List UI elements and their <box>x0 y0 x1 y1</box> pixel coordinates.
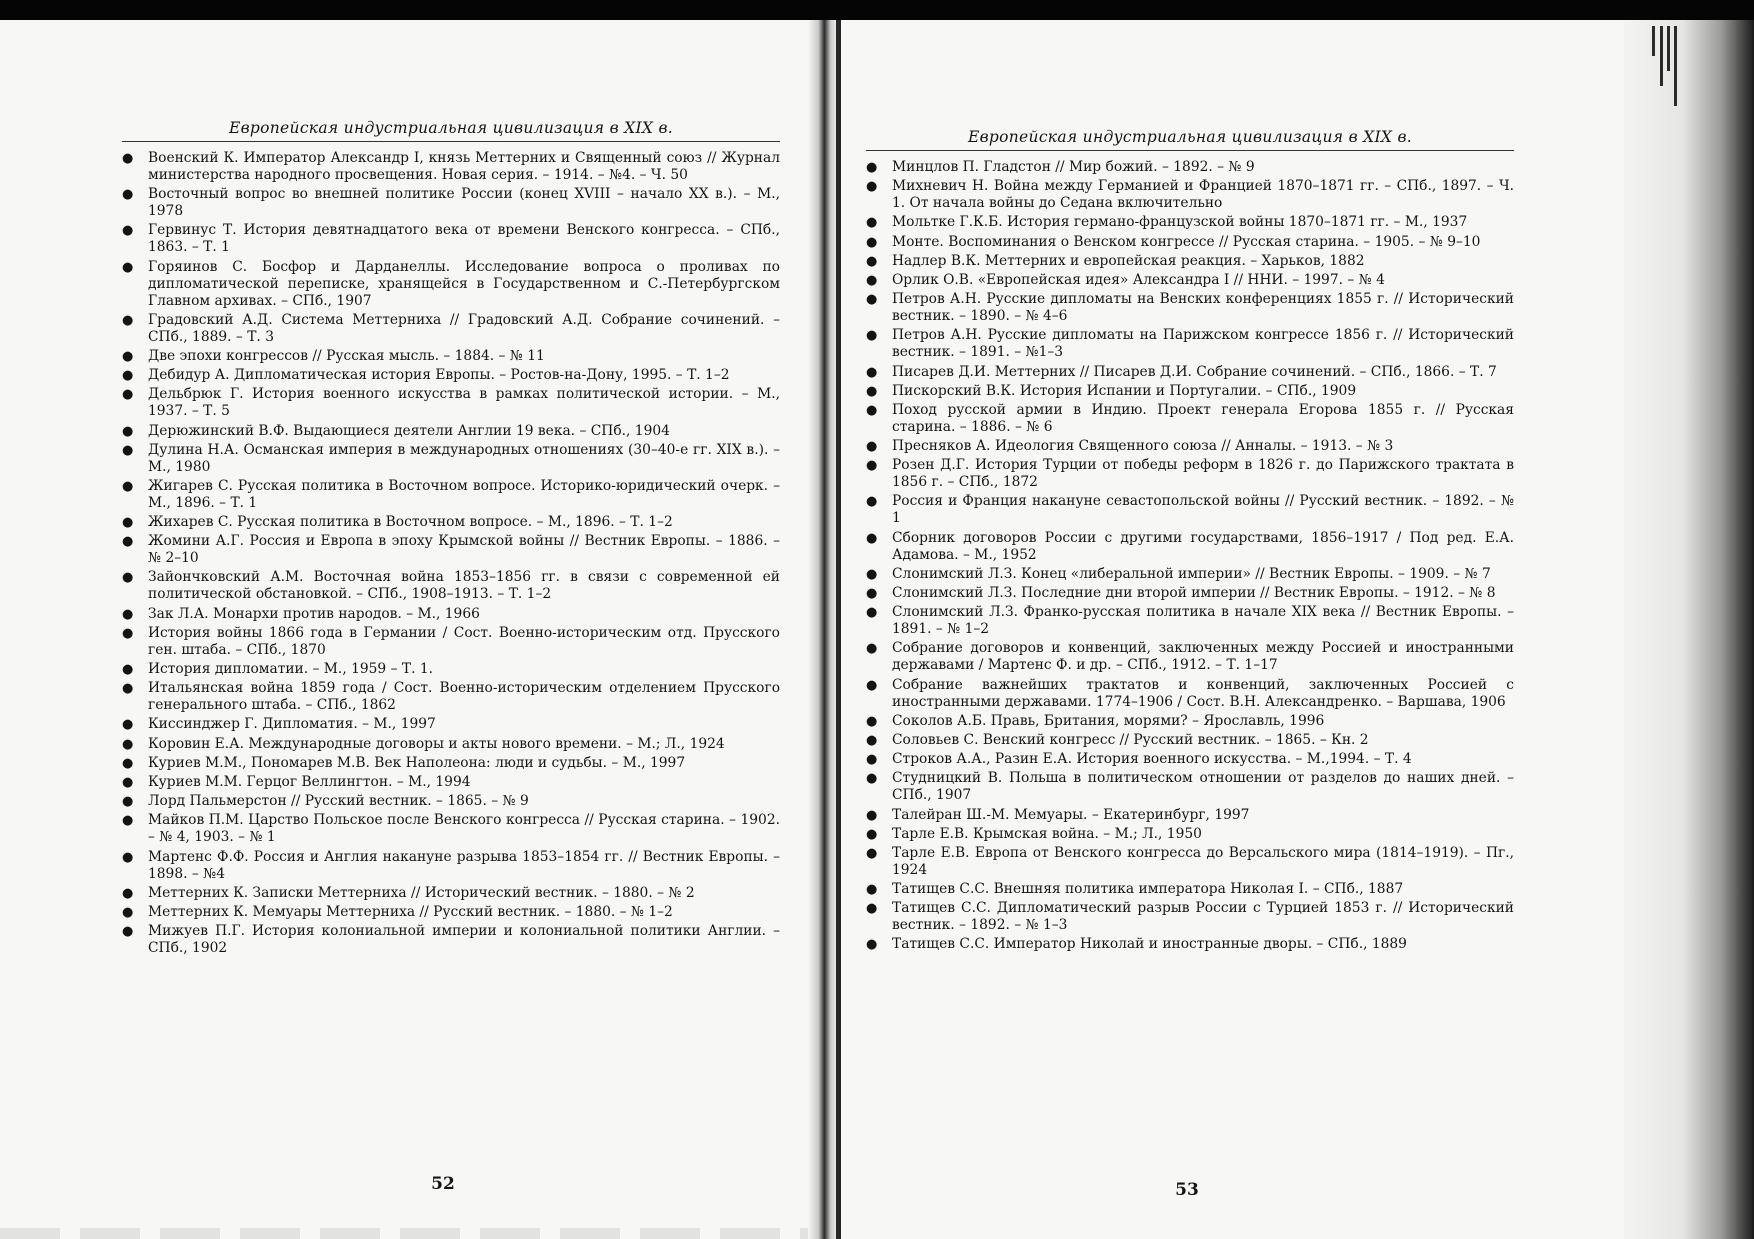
entry-text: Слонимский Л.З. Конец «либеральной империи» // Вестник Европы. – 1909. – № 7 <box>892 565 1491 582</box>
entry-text: Жомини А.Г. Россия и Европа в эпоху Крымской войны // Вестник Европы. – 1886. – № 2–10 <box>148 533 780 567</box>
bibliography-list <box>866 159 1514 953</box>
bibliography-entry <box>122 569 780 603</box>
bullet-icon: ● <box>866 677 878 693</box>
entry-text: Слонимский Л.З. Франко-русская политика в начале XIX века // Вестник Европы. – 1891. – № 1–2 <box>892 604 1514 638</box>
bibliography-entry <box>122 606 780 623</box>
bibliography-entry <box>866 530 1514 564</box>
bibliography-entry <box>122 222 780 256</box>
bibliography-entry <box>122 312 780 346</box>
entry-text: Дебидур А. Дипломатическая история Европы. – Ростов-на-Дону, 1995. – Т. 1–2 <box>148 367 730 384</box>
bibliography-entry <box>866 402 1514 436</box>
bibliography-entry <box>866 364 1514 381</box>
entry-text: Куриев М.М., Пономарев М.В. Век Наполеона: люди и судьбы. – М., 1997 <box>148 754 686 771</box>
bibliography-entry <box>122 793 780 810</box>
entry-text: Куриев М.М. Герцог Веллингтон. – М., 1994 <box>148 773 471 790</box>
bullet-icon: ● <box>122 259 134 275</box>
entry-text: Итальянская война 1859 года / Сост. Военно-историческим отделением Прусского генерального штаба. – СПб., 1862 <box>148 680 780 714</box>
bibliography-entry <box>866 159 1514 176</box>
bullet-icon: ● <box>122 736 134 752</box>
bibliography-entry <box>122 755 780 772</box>
bibliography-entry <box>122 885 780 902</box>
bullet-icon: ● <box>866 179 878 195</box>
entry-text: Монте. Воспоминания о Венском конгрессе // Русская старина. – 1905. – № 9–10 <box>892 233 1481 250</box>
bibliography-entry <box>122 386 780 420</box>
bullet-icon: ● <box>122 368 134 384</box>
bullet-icon: ● <box>866 937 878 953</box>
entry-text: Жигарев С. Русская политика в Восточном вопросе. Историко-юридический очерк. – М., 1896. – Т. 1 <box>148 477 780 511</box>
entry-text: Горяинов С. Босфор и Дарданеллы. Исследование вопроса о проливах по дипломатической переписке, хранящейся в Государственном и С.-Петербургском Главном архивах. – СПб., 1907 <box>148 258 780 309</box>
bibliography-entry <box>122 736 780 753</box>
bullet-icon: ● <box>866 234 878 250</box>
bullet-icon: ● <box>866 328 878 344</box>
entry-text: Розен Д.Г. История Турции от победы реформ в 1826 г. до Парижского трактата в 1856 г. – СПб., 1872 <box>892 457 1514 491</box>
bullet-icon: ● <box>866 292 878 308</box>
bullet-icon: ● <box>122 312 134 328</box>
right-page <box>866 128 1514 956</box>
bibliography-entry <box>866 234 1514 251</box>
bullet-icon: ● <box>866 713 878 729</box>
bibliography-entry <box>122 533 780 567</box>
bibliography-entry <box>866 845 1514 879</box>
entry-text: Пискорский В.К. История Испании и Португалии. – СПб., 1909 <box>892 382 1357 399</box>
bullet-icon: ● <box>866 882 878 898</box>
bibliography-entry <box>866 493 1514 527</box>
entry-text: Соловьев С. Венский конгресс // Русский вестник. – 1865. – Кн. 2 <box>892 731 1369 748</box>
bullet-icon: ● <box>866 826 878 842</box>
bullet-icon: ● <box>866 586 878 601</box>
bullet-icon: ● <box>122 387 134 403</box>
entry-text: Коровин Е.А. Международные договоры и акты нового времени. – М.; Л., 1924 <box>148 735 725 752</box>
entry-text: Тарле Е.В. Европа от Венского конгресса до Версальского мира (1814–1919). – Пг., 1924 <box>892 844 1514 878</box>
bullet-icon: ● <box>122 681 134 697</box>
bibliography-entry <box>122 367 780 384</box>
entry-text: Тарле Е.В. Крымская война. – М.; Л., 1950 <box>892 825 1202 842</box>
bullet-icon: ● <box>122 442 134 458</box>
bullet-icon: ● <box>866 402 878 418</box>
bullet-icon: ● <box>122 813 134 829</box>
bibliography-entry <box>122 774 780 791</box>
entry-text: Градовский А.Д. Система Меттерниха // Градовский А.Д. Собрание сочинений. – СПб., 1889. – Т. 3 <box>148 311 780 345</box>
bibliography-entry <box>122 716 780 733</box>
bibliography-entry <box>122 259 780 310</box>
bibliography-entry <box>122 478 780 512</box>
entry-text: Россия и Франция накануне севастопольской войны // Русский вестник. – 1892. – № 1 <box>892 493 1514 527</box>
entry-text: Зайончковский А.М. Восточная война 1853–1856 гг. в связи с современной ей политической обстановкой. – СПб., 1908–1913. – Т. 1–2 <box>148 569 780 603</box>
bullet-icon: ● <box>866 752 878 768</box>
bibliography-entry <box>122 186 780 220</box>
bullet-icon: ● <box>866 732 878 748</box>
bibliography-entry <box>866 732 1514 749</box>
bibliography-entry <box>866 327 1514 361</box>
entry-text: Студницкий В. Польша в политическом отношении от разделов до наших дней. – СПб., 1907 <box>892 770 1514 804</box>
bullet-icon: ● <box>122 515 134 531</box>
bullet-icon: ● <box>122 151 134 166</box>
bullet-icon: ● <box>866 605 878 621</box>
page-edge-marks <box>1650 20 1690 110</box>
entry-text: Киссинджер Г. Дипломатия. – М., 1997 <box>148 716 436 733</box>
bibliography-entry <box>122 923 780 957</box>
bibliography-list <box>122 150 780 957</box>
entry-text: Пресняков А. Идеология Священного союза // Анналы. – 1913. – № 3 <box>892 438 1394 455</box>
bullet-icon: ● <box>122 348 134 364</box>
bibliography-entry <box>122 514 780 531</box>
entry-text: Меттерних К. Записки Меттерниха // Исторический вестник. – 1880. – № 2 <box>148 884 695 901</box>
bullet-icon: ● <box>122 478 134 494</box>
bullet-icon: ● <box>866 771 878 787</box>
entry-text: Зак Л.А. Монархи против народов. – М., 1966 <box>148 605 480 622</box>
bullet-icon: ● <box>866 160 878 175</box>
entry-text: Дельбрюк Г. История военного искусства в рамках политической истории. – М., 1937. – Т. 5 <box>148 386 780 420</box>
bibliography-entry <box>866 807 1514 824</box>
bullet-icon: ● <box>122 885 134 901</box>
bibliography-entry <box>866 881 1514 898</box>
entry-text: Собрание договоров и конвенций, заключенных между Россией и иностранными державами / Мартенс Ф. и др. – СПб., 1912. – Т. 1–17 <box>892 640 1514 674</box>
entry-text: Меттерних К. Мемуары Меттерниха // Русский вестник. – 1880. – № 1–2 <box>148 903 673 920</box>
entry-text: Две эпохи конгрессов // Русская мысль. – 1884. – № 11 <box>148 347 545 364</box>
bullet-icon: ● <box>122 534 134 550</box>
entry-text: Дулина Н.А. Османская империя в международных отношениях (30–40-е гг. XIX в.). – М., 1980 <box>148 441 780 475</box>
bibliography-entry <box>122 661 780 678</box>
bibliography-entry <box>866 438 1514 455</box>
bullet-icon: ● <box>866 272 878 288</box>
page-number: 52 <box>431 1174 455 1194</box>
bullet-icon: ● <box>122 223 134 239</box>
bullet-icon: ● <box>866 641 878 657</box>
entry-text: Талейран Ш.-М. Мемуары. – Екатеринбург, 1997 <box>892 806 1250 823</box>
bibliography-entry <box>866 585 1514 602</box>
bibliography-entry <box>866 383 1514 400</box>
entry-text: Петров А.Н. Русские дипломаты на Венских конференциях 1855 г. // Исторический вестник. – 1890. – № 4–6 <box>892 291 1514 325</box>
bibliography-entry <box>866 566 1514 583</box>
bibliography-entry <box>122 849 780 883</box>
bibliography-entry <box>866 291 1514 325</box>
bibliography-entry <box>866 457 1514 491</box>
entry-text: Строков А.А., Разин Е.А. История военного искусства. – М.,1994. – Т. 4 <box>892 751 1412 768</box>
bibliography-entry <box>866 936 1514 953</box>
bullet-icon: ● <box>866 845 878 861</box>
entry-text: Военский К. Император Александр I, князь Меттерних и Священный союз // Журнал министерства народного просвещения. Новая серия. – 1914. – №4. – Ч. 50 <box>148 150 780 183</box>
bibliography-entry <box>122 812 780 846</box>
bibliography-entry <box>866 751 1514 768</box>
entry-text: История войны 1866 года в Германии / Сост. Военно-историческим отд. Прусского ген. штаба. – СПб., 1870 <box>148 624 780 658</box>
bibliography-entry <box>122 423 780 440</box>
entry-text: Мартенс Ф.Ф. Россия и Англия накануне разрыва 1853–1854 гг. // Вестник Европы. – 1898. – №4 <box>148 848 780 882</box>
bullet-icon: ● <box>122 606 134 622</box>
bibliography-entry <box>122 150 780 184</box>
bullet-icon: ● <box>866 383 878 399</box>
entry-text: Восточный вопрос во внешней политике России (конец XVIII – начало XX в.). – М., 1978 <box>148 186 780 220</box>
entry-text: Писарев Д.И. Меттерних // Писарев Д.И. Собрание сочинений. – СПб., 1866. – Т. 7 <box>892 363 1497 380</box>
bullet-icon: ● <box>122 904 134 920</box>
entry-text: Татищев С.С. Внешняя политика императора Николая I. – СПб., 1887 <box>892 881 1404 898</box>
bullet-icon: ● <box>122 774 134 790</box>
bullet-icon: ● <box>122 570 134 586</box>
bibliography-entry <box>866 826 1514 843</box>
bullet-icon: ● <box>122 755 134 771</box>
entry-text: Мижуев П.Г. История колониальной империи и колониальной политики Англии. – СПб., 1902 <box>148 923 780 957</box>
bullet-icon: ● <box>122 625 134 641</box>
scan-top-band <box>0 0 1754 20</box>
bullet-icon: ● <box>866 439 878 455</box>
bullet-icon: ● <box>866 566 878 582</box>
gutter-shadow <box>836 20 841 1239</box>
bibliography-entry <box>866 713 1514 730</box>
entry-text: Сборник договоров России с другими государствами, 1856–1917 / Под ред. Е.А. Адамова. – М., 1952 <box>892 529 1514 563</box>
bullet-icon: ● <box>122 849 134 865</box>
entry-text: Орлик О.В. «Европейская идея» Александра I // ННИ. – 1997. – № 4 <box>892 271 1385 288</box>
left-page <box>122 119 780 959</box>
bullet-icon: ● <box>122 187 134 203</box>
bibliography-entry <box>866 253 1514 270</box>
bibliography-entry <box>122 442 780 476</box>
running-head: Европейская индустриальная цивилизация в XIX в. <box>866 128 1514 151</box>
bullet-icon: ● <box>866 215 878 231</box>
entry-text: История дипломатии. – М., 1959 – Т. 1. <box>148 661 434 677</box>
running-head: Европейская индустриальная цивилизация в XIX в. <box>122 119 780 142</box>
bullet-icon: ● <box>866 901 878 917</box>
bibliography-entry <box>866 677 1514 711</box>
bibliography-entry <box>866 900 1514 934</box>
entry-text: Жихарев С. Русская политика в Восточном вопросе. – М., 1896. – Т. 1–2 <box>148 514 673 531</box>
book-gutter <box>808 20 838 1239</box>
bullet-icon: ● <box>122 717 134 733</box>
page-edge-shadow <box>1624 20 1754 1239</box>
bullet-icon: ● <box>866 253 878 269</box>
bibliography-entry <box>866 770 1514 804</box>
entry-text: Минцлов П. Гладстон // Мир божий. – 1892. – № 9 <box>892 159 1255 175</box>
entry-text: Майков П.М. Царство Польское после Венского конгресса // Русская старина. – 1902. – № 4, 1903. – № 1 <box>148 812 780 846</box>
entry-text: Гервинус Т. История девятнадцатого века от времени Венского конгресса. – СПб., 1863. – Т. 1 <box>148 222 780 256</box>
entry-text: Соколов А.Б. Правь, Британия, морями? – Ярославль, 1996 <box>892 712 1325 729</box>
bibliography-entry <box>866 214 1514 231</box>
bibliography-entry <box>122 904 780 921</box>
bullet-icon: ● <box>866 458 878 474</box>
bullet-icon: ● <box>122 662 134 677</box>
entry-text: Надлер В.К. Меттерних и европейская реакция. – Харьков, 1882 <box>892 252 1365 269</box>
entry-text: Татищев С.С. Император Николай и иностранные дворы. – СПб., 1889 <box>892 936 1407 953</box>
bibliography-entry <box>866 604 1514 638</box>
scan-bottom-strip <box>0 1228 808 1239</box>
bibliography-entry <box>866 272 1514 289</box>
entry-text: Собрание важнейших трактатов и конвенций, заключенных Россией с иностранными державами. 1774–1906 / Сост. В.Н. Александренко. – Варшава, 1906 <box>892 676 1514 710</box>
bullet-icon: ● <box>866 807 878 823</box>
bibliography-entry <box>866 640 1514 674</box>
entry-text: Лорд Пальмерстон // Русский вестник. – 1865. – № 9 <box>148 793 529 810</box>
bullet-icon: ● <box>122 924 134 940</box>
entry-text: Михневич Н. Война между Германией и Францией 1870–1871 гг. – СПб., 1897. – Ч. 1. От начала войны до Седана включительно <box>892 178 1514 212</box>
bullet-icon: ● <box>122 423 134 439</box>
entry-text: Мольтке Г.К.Б. История германо-французской войны 1870–1871 гг. – М., 1937 <box>892 214 1468 231</box>
entry-text: Петров А.Н. Русские дипломаты на Парижском конгрессе 1856 г. // Исторический вестник. – 1891. – №1–3 <box>892 327 1514 361</box>
entry-text: Дерюжинский В.Ф. Выдающиеся деятели Англии 19 века. – СПб., 1904 <box>148 422 670 439</box>
bullet-icon: ● <box>866 364 878 380</box>
page-number: 53 <box>1175 1180 1199 1200</box>
bullet-icon: ● <box>122 794 134 810</box>
entry-text: Поход русской армии в Индию. Проект генерала Егорова 1855 г. // Русская старина. – 1886. – № 6 <box>892 401 1514 435</box>
bibliography-entry <box>122 348 780 365</box>
bullet-icon: ● <box>866 494 878 510</box>
entry-text: Татищев С.С. Дипломатический разрыв России с Турцией 1853 г. // Исторический вестник. – 1892. – № 1–3 <box>892 900 1514 934</box>
bibliography-entry <box>122 680 780 714</box>
bullet-icon: ● <box>866 530 878 546</box>
entry-text: Слонимский Л.З. Последние дни второй империи // Вестник Европы. – 1912. – № 8 <box>892 585 1496 601</box>
bibliography-entry <box>122 625 780 659</box>
bibliography-entry <box>866 178 1514 212</box>
